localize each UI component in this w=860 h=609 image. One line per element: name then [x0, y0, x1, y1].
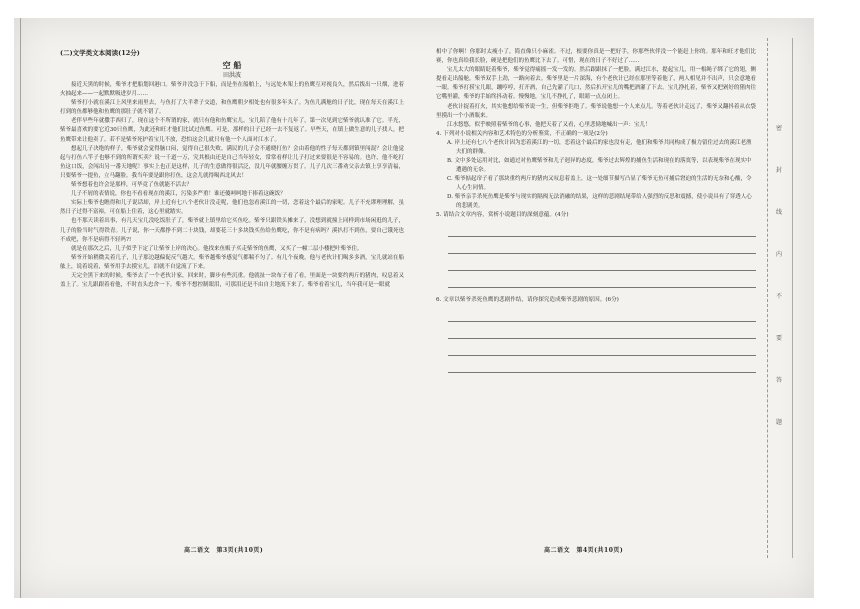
seal-line: [792, 38, 793, 558]
question-4-option-d: D. 柴爷亲手杀死鱼鹰是柴爷与现实的隔阂无法消融的结果，这样的悲剧结尾带给人强烈的反思和震撼，使小说具有了穿透人心的悲剧美。: [447, 193, 752, 209]
left-page: [60, 48, 404, 290]
story-paragraph: 宝儿太大的眼睛眨着柴爷，柴爷觉得痛摇一发一发的。然后跟跟抹了一把脸，满过江水，提起宝儿，用一根绳子绑了它的翅，侧提看走出船舱。柴爷双手上劲，一路向着去。柴爷里是一片深海，有个老伙计已经在那里等着他了，两人相见并不出声，只会意地看一眼。柴爷打捞宝儿眼，蹦哼哼，打开酒，自己先灌了几口，然后扒开宝儿的嘴把酒灌了下去。宝儿挣扎着，柴爷又把剁好的猪肉往它嘴里灌，柴爷的手始终抖动着。慢慢地，宝几不挣扎了，眼睛一点点闭上。: [436, 67, 756, 101]
seal-notice-char: 答: [775, 377, 782, 384]
question-4-option-a: A. 岸上还有七八个老伙计因为恋着溪江的一切，恋着这个最后的家也没有走，他们和柴爷共同构成了极力留住过去的溪江老渔夫们的群像。: [447, 139, 752, 155]
story-paragraph: 老伴早些年就撒手西归了，现在这个不所谓的家，就只有他和鱼鹰宝儿。宝儿陪了他有十几年了，第一次见到它柴爷就认准了它。半光，柴爷最喜欢的要它近30只鱼鹰，为此还和旺才他们比试过鱼鹰。可是，那样的日子已经一去不复返了。早些天，在镇上做生意的儿子找人，把鱼鹰带来让他卖了。若不是柴爷死护着宝儿不放，恐怕这会儿就只有他一个人面对江水了。: [60, 118, 404, 143]
answer-line[interactable]: [448, 305, 756, 322]
seal-notice-char: 题: [775, 419, 782, 426]
answer-line[interactable]: [448, 237, 756, 254]
answer-line[interactable]: [448, 356, 756, 373]
answer-line[interactable]: [448, 254, 756, 271]
story-paragraph: 实际上柴爷也瞧得和儿子说话却，岸上近有七八个老伙计没走呢，他们也忽看溪江的一切，恋着这个最后的家呢。儿子不充谬理理解，虽然日子过得不富裕，可在船上住着，这心里就踏实。: [60, 200, 404, 216]
left-page-footer: 高二语文 第3页(共10页): [184, 547, 264, 554]
seal-notice-char: 密: [775, 125, 782, 132]
story-paragraph: 柴爷打小就在溪江上风里来雨里去，与鱼打了大半辈子交道，和鱼鹰朝夕相处也有很多年头了。为鱼儿满舱的日子比，现在每天在溪江上打到的鱼都够他和鱼鹰的那肚子就不错了。: [60, 100, 404, 116]
exam-sheet: [14, 18, 814, 598]
section-label: (二)文学类文本阅读(12分): [60, 49, 140, 57]
story-paragraph: 儿子不屑的表情说，你也不看看现在的溪江，污染多严重！谁还傻呵呵地干捧着这碗饭？: [71, 191, 286, 198]
story-paragraph: 老伙计捉着打火，其实他想给柴爷说一生，但柴爷拒绝了。柴爷说他想一个人来点儿。等着老伙计走远了，柴爷又翻抖着从衣袋里摸出一个小酒瓶来。: [436, 103, 756, 119]
story-paragraph: 接近天黑的时候，柴爷才把船划回港口。柴爷并没急于下船，而是坐在船舶上，与远处木架上的鱼鹰互对视良久，然后拨出一只烟，进着火抽起来——一起默默吸进岁月……: [60, 82, 404, 98]
seal-notice-char: 要: [775, 335, 782, 342]
seal-notice-char: 内: [775, 251, 782, 258]
seal-notice-char: 不: [775, 293, 782, 300]
answer-line[interactable]: [448, 271, 756, 288]
story-author: 田洪波: [222, 72, 241, 79]
right-page: [436, 48, 756, 373]
question-6-stem: 6. 文章以柴爷杀死鱼鹰的悲剧作结，请你探究造成柴爷悲剧的原因。(6分): [436, 296, 619, 303]
story-paragraph: 想起几子决绝的样子，柴爷就会觉得脑口闷，觉得自己很失败。满民的儿子会不通晓打鱼？会由着他的性子每天都到镇里闯混？会让他觉起与打鱼八竿子也够不到的所谓买卖？说一千道一万，究其根由还是自己当年轻女，常常看样让儿子打过来要很是不容易的。也许，他不屹打鱼这口饭，会闯出另一番天地呢！事实上也正是这样，儿子的生意做得很活泛，没几年就腰缠万贯了。儿子几次三番劝父亲去镇上享享清福，只要柴爷一提鱼，立马翻脸。我当年要是跟你打鱼，这会儿就得喝西北风去！: [60, 145, 404, 179]
answer-line[interactable]: [448, 220, 756, 237]
story-paragraph: 就是在那次之后，儿子似乎下定了让柴爷上岸的决心。他找来鱼贩子买走柴爷的鱼鹰，又买了一幢二层小楼把叶柴爷住。: [71, 245, 363, 252]
question-4-option-b: B. 文中多处运用对比，如通过对鱼鹰柴爷和儿子迥异的态度，柴爷过去辉煌的捕鱼生活和现在的落寞等，以表现柴爷在现实中遭遇的无奈。: [447, 157, 752, 173]
seal-notice: [772, 126, 786, 462]
seal-notice-char: 线: [775, 209, 782, 216]
story-paragraph: 柴爷开始稍微关着几子，儿子那边越偏促反气越大，柴爷越柴爷感觉气都喘不匀了。有几个夜晚，他与老伙计们喝多多酒，宝儿就站在船舷上，说着说着，柴爷用手去摸宝儿，泪就不自觉流了下来。: [60, 254, 404, 270]
seal-line-dashed: [767, 38, 768, 558]
story-paragraph: 天完全黑下来的时候，柴爷去了一个老伙计家，回来时，脚步有些沉重。他就扯一块布子看了看，里面是一块要约两斤的猪肉，叹息着又盖上了。宝儿跟跟着看他，不时直头忠舍一下。柴爷不想控制眼泪，可那泪还是不由自主地流下来了。柴爷看着宝几，当年我可是一眼就: [60, 272, 404, 289]
answer-line[interactable]: [448, 322, 756, 339]
answer-line[interactable]: [448, 339, 756, 356]
story-title: 空 船: [222, 60, 242, 70]
question-5-stem: 5. 请结合文章内容，赏析小说题目的深刻意蕴。(4分): [436, 211, 569, 218]
story-paragraph: 柴爷想着也许会是那样，可毕竟了鱼就能不活去？: [71, 182, 193, 189]
story-paragraph: 相中了你啊！你那时太瘦小了，简直像只小麻雀。不过，根要你真是一把好手，你那些伙伴没一个能赶上你的。那年和旺才他们比赛，你也真给我长脸，硬是把他们的鱼鹰比下去了。可惜，现在的日子不好过了……: [436, 49, 756, 65]
question-4-stem: 4. 下列对小说相关内容和艺术特色的分析鉴赏，不正确的一项是(2分): [436, 130, 608, 137]
question-4-option-c: C. 柴爷掂起帘子看了那块重约两斤的猪肉又叹息着盖上，这一处细节描写凸显了柴爷无鱼可捕后窘迫的生活的无奈和心酸，令人心生同情。: [447, 175, 752, 191]
seal-notice-char: 封: [775, 167, 782, 174]
story-paragraph: 江水悠悠，似乎映照着柴爷的心事，他把天着了又看，心里悲恸地喊出一声：宝儿！: [447, 121, 651, 128]
right-page-footer: 高二语文 第4页(共10页): [544, 547, 624, 554]
story-paragraph: 也不那天读着出事，有几天宝几没吃饭肚子了，柴爷就上镇里给它买鱼吃。柴爷只跟铁头摊来了，没想到就撞上同样到市场闲逛的儿子，儿子的脸当时气得铁青。儿子说，你一天都挣不到二十块钱，却要花三十多块钱买鱼给鱼鹰吃，你不是有病吗？溪扒打不到鱼，要自己饿死也不成吧，你不是病得不轻吗?!: [60, 218, 404, 243]
